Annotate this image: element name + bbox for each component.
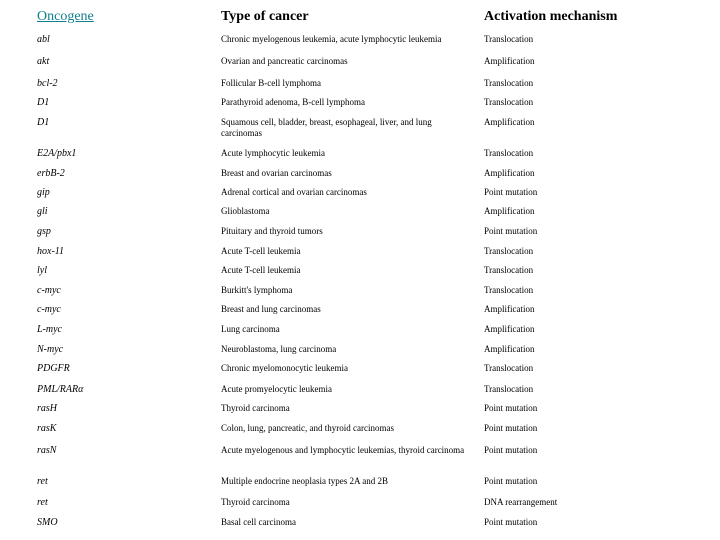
cancer-type-cell: Colon, lung, pancreatic, and thyroid carcinomas — [221, 423, 394, 433]
oncogene-cell: D1 — [37, 117, 50, 128]
oncogene-cell: erbB-2 — [37, 168, 65, 179]
oncogene-cell: gli — [37, 206, 48, 217]
cancer-type-cell: Thyroid carcinoma — [221, 403, 290, 413]
oncogene-cell: L-myc — [37, 324, 62, 335]
oncogene-cell: rasK — [37, 423, 57, 434]
cancer-type-cell: Glioblastoma — [221, 206, 270, 216]
mechanism-cell: Translocation — [484, 363, 534, 373]
cancer-type-cell: Acute T-cell leukemia — [221, 265, 301, 275]
cancer-type-cell: Neuroblastoma, lung carcinoma — [221, 344, 337, 354]
cancer-type-cell: Chronic myelomonocytic leukemia — [221, 363, 348, 373]
cancer-type-cell: Multiple endocrine neoplasia types 2A and 2B — [221, 476, 388, 486]
cancer-type-cell: Acute myelogenous and lymphocytic leukemias, thyroid carcinoma — [221, 445, 465, 455]
cancer-type-cell: Adrenal cortical and ovarian carcinomas — [221, 187, 367, 197]
mechanism-cell: Point mutation — [484, 226, 538, 236]
mechanism-cell: Point mutation — [484, 517, 538, 527]
oncogene-cell: ret — [37, 476, 48, 487]
cancer-type-cell: Acute T-cell leukemia — [221, 246, 301, 256]
oncogene-cell: hox-11 — [37, 246, 65, 257]
mechanism-cell: DNA rearrangement — [484, 497, 558, 507]
cancer-type-cell: Breast and lung carcinomas — [221, 304, 321, 314]
mechanism-cell: Translocation — [484, 97, 534, 107]
mechanism-cell: Translocation — [484, 246, 534, 256]
cancer-type-cell: Basal cell carcinoma — [221, 517, 296, 527]
mechanism-cell: Amplification — [484, 56, 535, 66]
oncogene-cell: akt — [37, 56, 50, 67]
cancer-type-cell: Acute lymphocytic leukemia — [221, 148, 325, 158]
mechanism-cell: Amplification — [484, 117, 535, 127]
mechanism-cell: Translocation — [484, 148, 534, 158]
oncogene-cell: rasH — [37, 403, 58, 414]
oncogene-cell: ret — [37, 497, 48, 508]
cancer-type-cell: Lung carcinoma — [221, 324, 280, 334]
header-oncogene[interactable]: Oncogene — [37, 9, 94, 24]
cancer-type-cell: Pituitary and thyroid tumors — [221, 226, 323, 236]
oncogene-cell: gip — [37, 187, 50, 198]
cancer-type-cell: Squamous cell, bladder, breast, esophageal, liver, and lung carcinomas — [221, 117, 432, 138]
mechanism-cell: Point mutation — [484, 423, 538, 433]
header-activation-mechanism: Activation mechanism — [484, 9, 618, 24]
mechanism-cell: Translocation — [484, 78, 534, 88]
header-type-of-cancer: Type of cancer — [221, 9, 309, 24]
oncogene-cell: c-myc — [37, 304, 61, 315]
oncogene-cell: PDGFR — [37, 363, 70, 374]
oncogene-cell: D1 — [37, 97, 50, 108]
mechanism-cell: Point mutation — [484, 445, 538, 455]
mechanism-cell: Translocation — [484, 384, 534, 394]
mechanism-cell: Point mutation — [484, 403, 538, 413]
cancer-type-cell: Chronic myelogenous leukemia, acute lymphocytic leukemia — [221, 34, 442, 44]
oncogene-cell: gsp — [37, 226, 51, 237]
cancer-type-cell: Acute promyelocytic leukemia — [221, 384, 332, 394]
cancer-type-cell: Follicular B-cell lymphoma — [221, 78, 321, 88]
oncogene-cell: abl — [37, 34, 50, 45]
mechanism-cell: Amplification — [484, 168, 535, 178]
cancer-type-cell: Breast and ovarian carcinomas — [221, 168, 332, 178]
mechanism-cell: Amplification — [484, 344, 535, 354]
mechanism-cell: Amplification — [484, 324, 535, 334]
oncogene-cell: c-myc — [37, 285, 61, 296]
oncogene-cell: E2A/pbx1 — [37, 148, 77, 159]
mechanism-cell: Point mutation — [484, 187, 538, 197]
oncogene-cell: N-myc — [37, 344, 64, 355]
mechanism-cell: Point mutation — [484, 476, 538, 486]
cancer-type-cell: Parathyroid adenoma, B-cell lymphoma — [221, 97, 365, 107]
cancer-type-cell: Thyroid carcinoma — [221, 497, 290, 507]
mechanism-cell: Amplification — [484, 304, 535, 314]
oncogene-cell: bcl-2 — [37, 78, 58, 89]
oncogene-cell: rasN — [37, 445, 57, 456]
table-header — [0, 8, 720, 28]
oncogene-cell: PML/RARα — [37, 384, 84, 395]
mechanism-cell: Translocation — [484, 285, 534, 295]
mechanism-cell: Translocation — [484, 34, 534, 44]
cancer-type-cell: Burkitt's lymphoma — [221, 285, 293, 295]
oncogene-cell: SMO — [37, 517, 58, 528]
mechanism-cell: Amplification — [484, 206, 535, 216]
oncogene-cell: lyl — [37, 265, 47, 276]
cancer-type-cell: Ovarian and pancreatic carcinomas — [221, 56, 348, 66]
mechanism-cell: Translocation — [484, 265, 534, 275]
